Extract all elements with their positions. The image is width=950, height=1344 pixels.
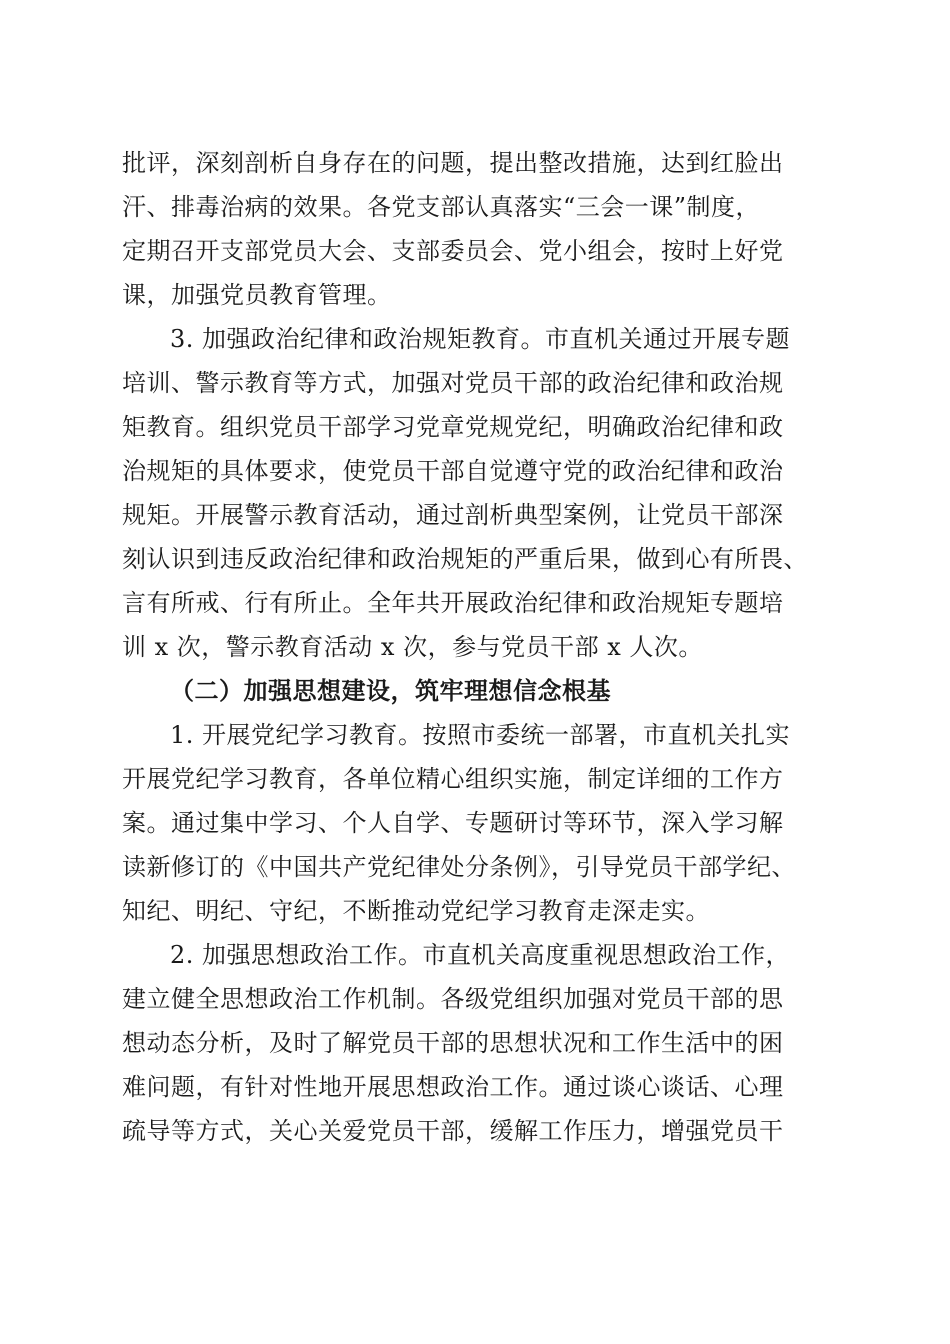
text-line: 课，加强党员教育管理。: [122, 281, 392, 309]
text-line: 规矩。开展警示教育活动，通过剖析典型案例，让党员干部深: [122, 501, 784, 529]
text-line: 治规矩的具体要求，使党员干部自觉遵守党的政治纪律和政治: [122, 457, 784, 485]
text-line: 批评，深刻剖析自身存在的问题，提出整改措施，达到红脸出: [122, 149, 784, 177]
text-line: 言有所戒、行有所止。全年共开展政治纪律和政治规矩专题培: [122, 589, 784, 617]
text-line: 疏导等方式，关心关爱党员干部，缓解工作压力，增强党员干: [122, 1117, 784, 1145]
text-line: 培训、警示教育等方式，加强对党员干部的政治纪律和政治规: [122, 369, 784, 397]
paragraph-start-line: 2. 加强思想政治工作。市直机关高度重视思想政治工作，: [170, 941, 791, 969]
text-line: 矩教育。组织党员干部学习党章党规党纪，明确政治纪律和政: [122, 413, 784, 441]
text-line: 开展党纪学习教育，各单位精心组织实施，制定详细的工作方: [122, 765, 784, 793]
text-line: 想动态分析，及时了解党员干部的思想状况和工作生活中的困: [122, 1029, 784, 1057]
text-line: 案。通过集中学习、个人自学、专题研讨等环节，深入学习解: [122, 809, 784, 837]
text-line: 刻认识到违反政治纪律和政治规矩的严重后果，做到心有所畏、: [122, 545, 808, 573]
text-line: 训 x 次，警示教育活动 x 次，参与党员干部 x 人次。: [122, 633, 703, 661]
text-line: 汗、排毒治病的效果。各党支部认真落实“三会一课”制度，: [122, 193, 761, 221]
section-heading: （二）加强思想建设，筑牢理想信念根基: [170, 677, 611, 705]
text-line: 建立健全思想政治工作机制。各级党组织加强对党员干部的思: [122, 985, 784, 1013]
paragraph-start-line: 1. 开展党纪学习教育。按照市委统一部署，市直机关扎实: [170, 721, 791, 749]
text-line: 知纪、明纪、守纪，不断推动党纪学习教育走深走实。: [122, 897, 710, 925]
text-line: 难问题，有针对性地开展思想政治工作。通过谈心谈话、心理: [122, 1073, 784, 1101]
text-line: 读新修订的《中国共产党纪律处分条例》，引导党员干部学纪、: [122, 853, 796, 881]
text-line: 定期召开支部党员大会、支部委员会、党小组会，按时上好党: [122, 237, 784, 265]
paragraph-start-line: 3. 加强政治纪律和政治规矩教育。市直机关通过开展专题: [170, 325, 791, 353]
